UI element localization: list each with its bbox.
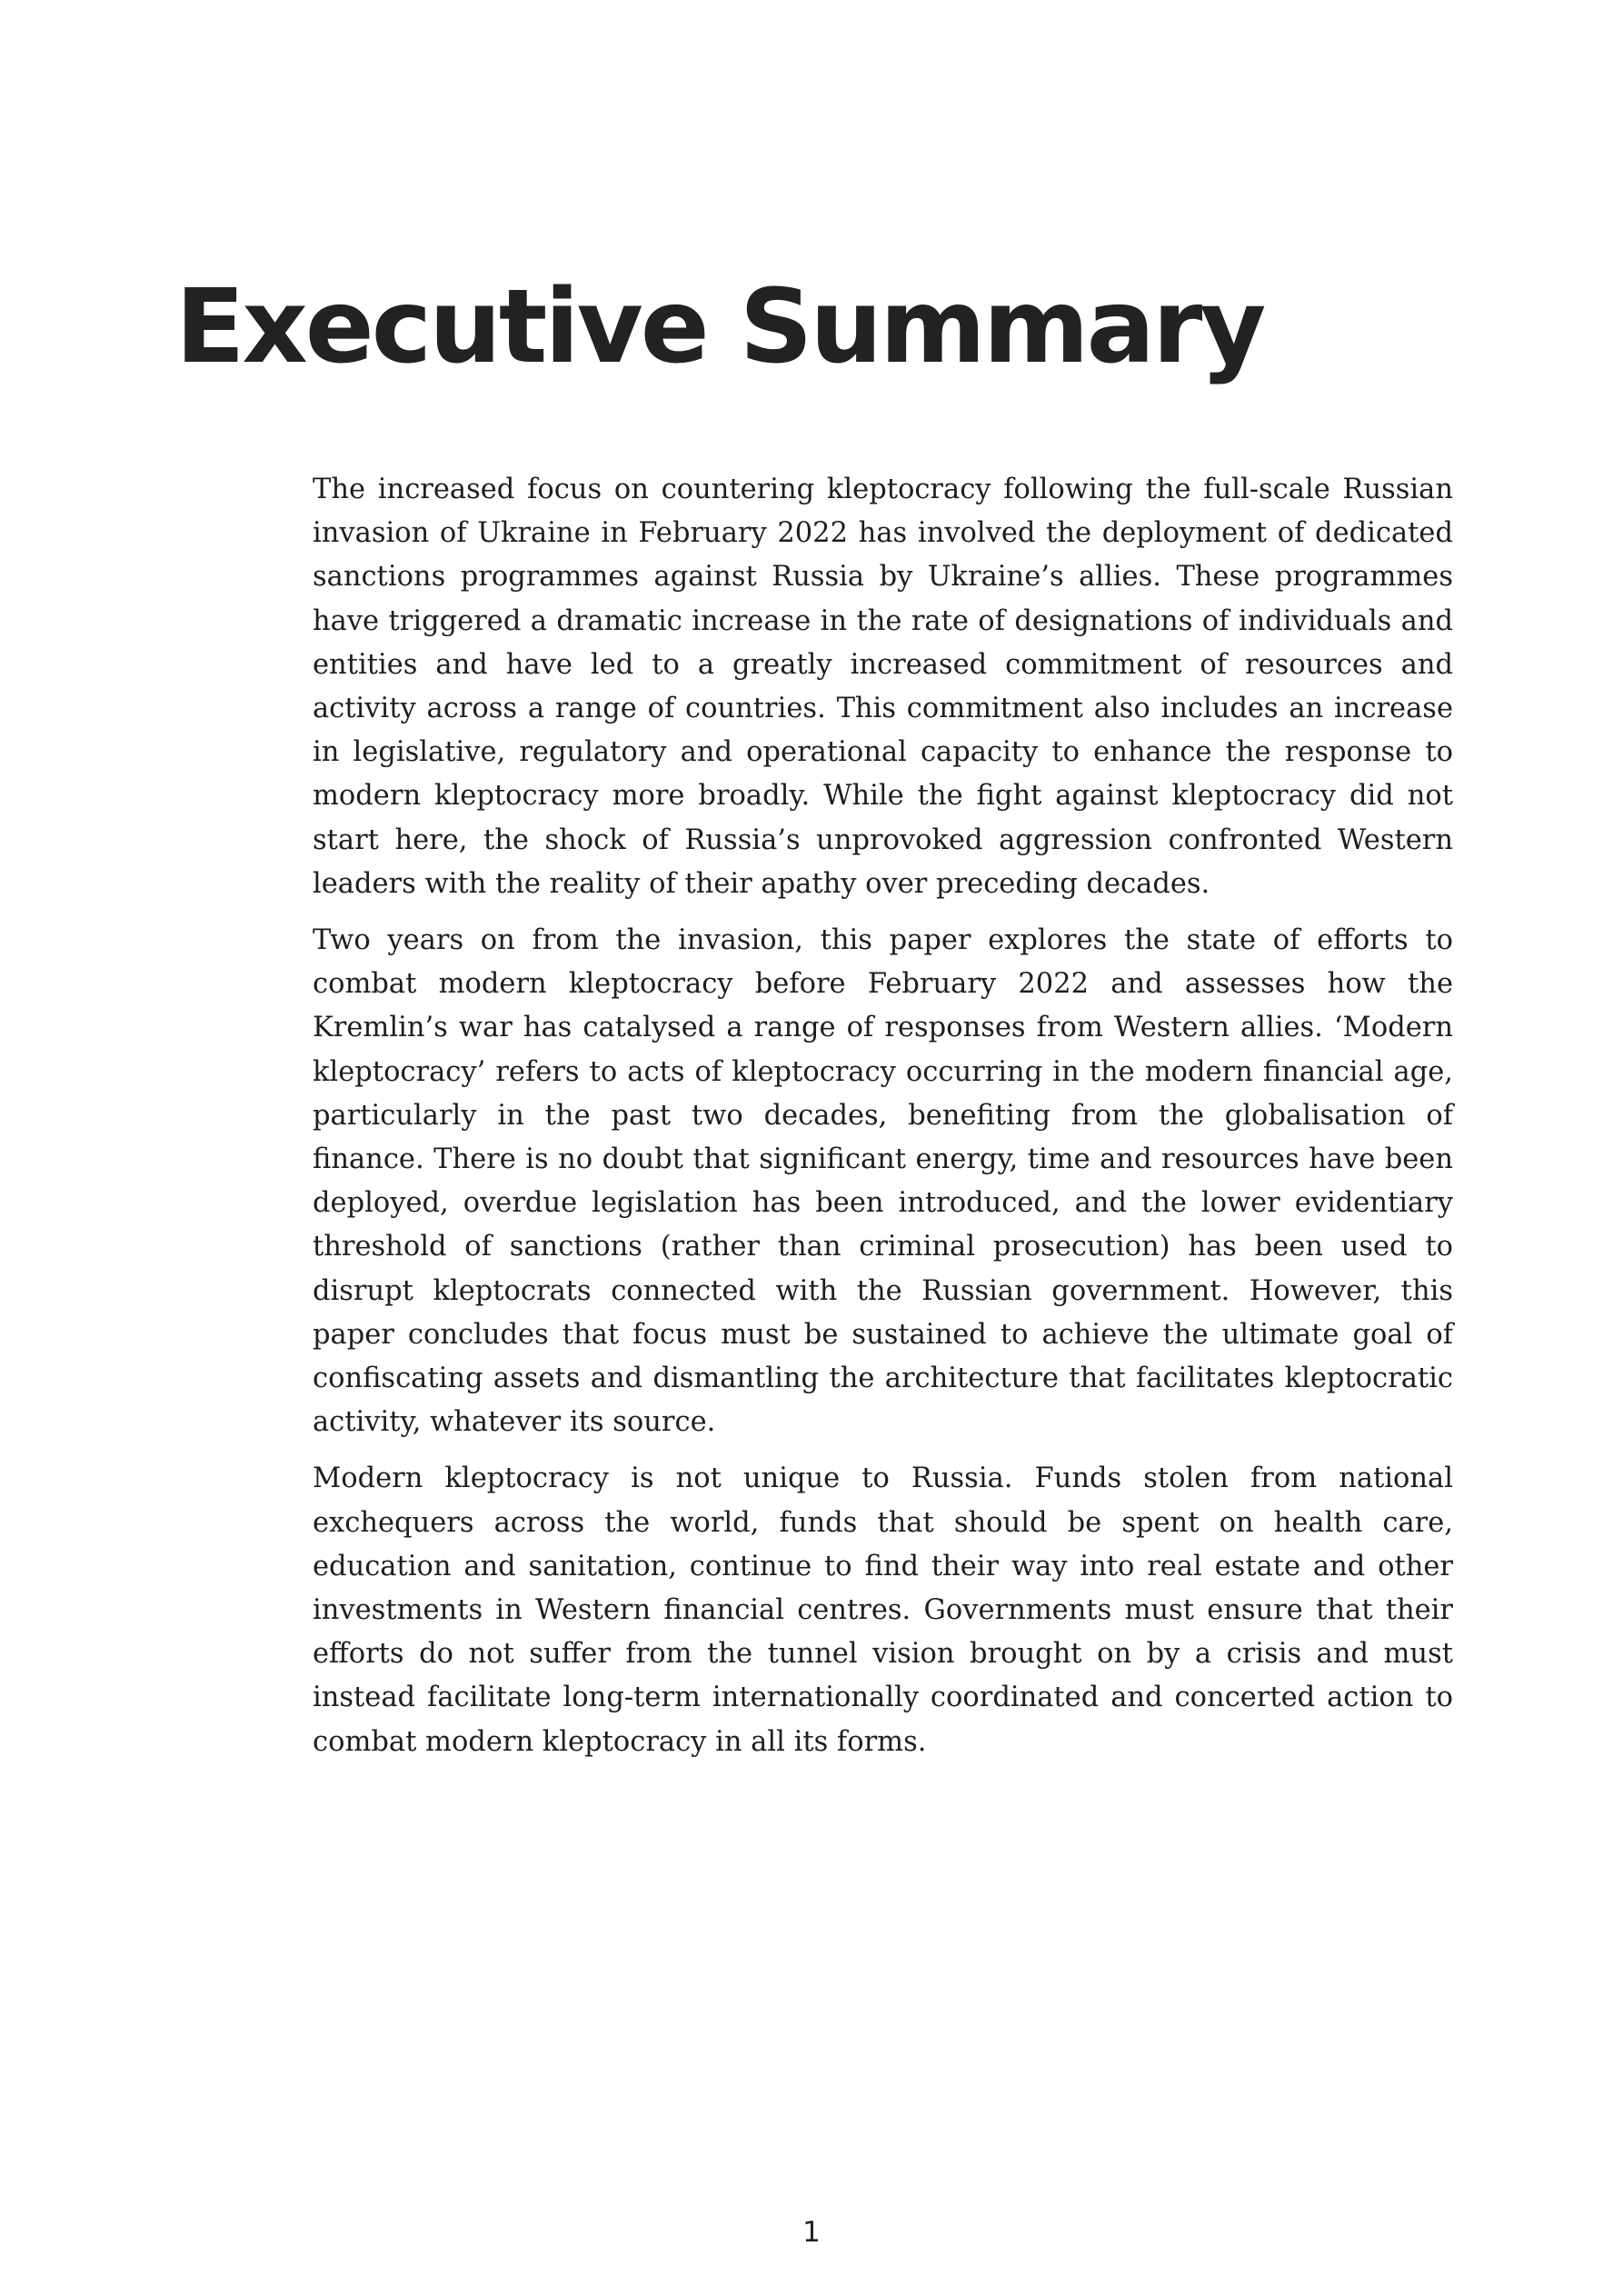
paragraph-2: Two years on from the invasion, this paper explores the state of efforts to combat modern kleptocracy before February 2022 and assesses how the Kremlin’s war has catalysed a range of responses from Western allies. ‘Modern kleptocracy’ refers to acts of kleptocracy occurring in the modern financial age, particularly in the past two decades, benefiting from the globalisation of finance. There is no doubt that significant energy, time and resources have been deployed, overdue legislation has been introduced, and the lower evidentiary threshold of sanctions (rather than criminal prosecution) has been used to disrupt kleptocrats connected with the Russian government. However, this paper concludes that focus must be sustained to achieve the ultimate goal of confiscating assets and dismantling the architecture that facilitates kleptocratic activity, whatever its source.	[313, 924, 1453, 1439]
summary-body	[313, 468, 1453, 1777]
paragraph-3: Modern kleptocracy is not unique to Russia. Funds stolen from national exchequers across the world, funds that should be spent on health care, education and sanitation, continue to find their way into real estate and other investments in Western financial centres. Governments must ensure that their efforts do not suffer from the tunnel vision brought on by a crisis and must instead facilitate long-term internationally coordinated and concerted action to combat modern kleptocracy in all its forms.	[313, 1462, 1453, 1758]
paragraph-1: The increased focus on countering kleptocracy following the full-scale Russian invasion of Ukraine in February 2022 has involved the deployment of dedicated sanctions programmes against Russia by Ukraine’s allies. These programmes have triggered a dramatic increase in the rate of designations of individuals and entities and have led to a greatly increased commitment of resources and activity across a range of countries. This commitment also includes an increase in legislative, regulatory and operational capacity to enhance the response to modern kleptocracy more broadly. While the fight against kleptocracy did not start here, the shock of Russia’s unprovoked aggression confronted Western leaders with the reality of their apathy over preceding decades.	[313, 474, 1453, 900]
page-title: Executive Summary	[175, 268, 1264, 386]
page-number: 1	[802, 2216, 821, 2249]
